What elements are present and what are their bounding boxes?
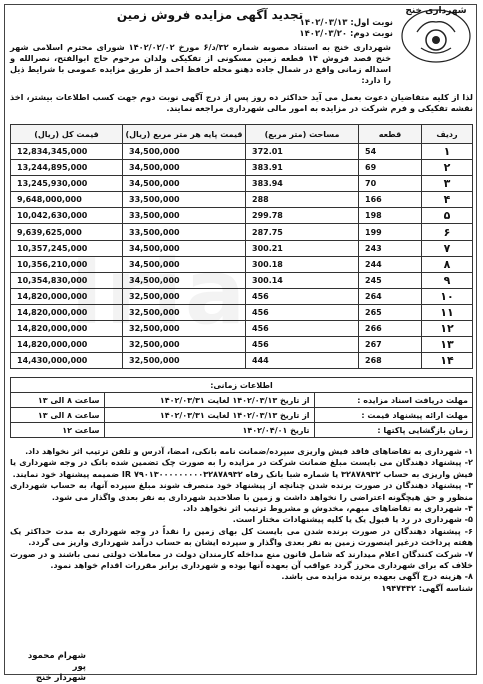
- timing-range: از تاریخ ۱۴۰۲/۰۳/۱۳ لغایت ۱۴۰۲/۰۳/۳۱: [104, 408, 314, 423]
- row-number-cell: ۹: [422, 272, 473, 288]
- base-price-cell: 32,500,000: [123, 288, 246, 304]
- condition-item: ۸- هزینه درج آگهی بعهده برنده مزایده می باشد.: [281, 571, 473, 582]
- row-number-cell: ۴: [422, 192, 473, 208]
- timing-table: [10, 377, 473, 438]
- header-masahat: مساحت (متر مربع): [246, 125, 359, 144]
- total-price-cell: 14,820,000,000: [11, 288, 123, 304]
- total-price-cell: 9,639,625,000: [11, 224, 123, 240]
- base-price-cell: 34,500,000: [123, 144, 246, 160]
- page-title: تجدید آگهی مزایده فروش زمین: [116, 8, 304, 22]
- base-price-cell: 34,500,000: [123, 160, 246, 176]
- total-price-cell: 14,820,000,000: [11, 304, 123, 320]
- total-price-cell: 13,245,930,000: [11, 176, 123, 192]
- total-price-cell: 9,648,000,000: [11, 192, 123, 208]
- area-cell: 383.91: [246, 160, 359, 176]
- base-price-cell: 33,500,000: [123, 224, 246, 240]
- second-publication-date: نوبت دوم: ۱۴۰۲/۰۳/۲۰: [299, 29, 393, 39]
- base-price-cell: 32,500,000: [123, 337, 246, 353]
- timing-row: [11, 393, 473, 408]
- first-publication-date: نوبت اول: ۱۴۰۲/۰۳/۱۳: [299, 18, 393, 28]
- row-number-cell: ۳: [422, 176, 473, 192]
- table-row: [11, 208, 473, 224]
- area-cell: 372.01: [246, 144, 359, 160]
- total-price-cell: 10,042,630,000: [11, 208, 123, 224]
- base-price-cell: 34,500,000: [123, 272, 246, 288]
- row-number-cell: ۱۴: [422, 353, 473, 369]
- total-price-cell: 14,430,000,000: [11, 353, 123, 369]
- table-row: [11, 353, 473, 369]
- base-price-cell: 33,500,000: [123, 192, 246, 208]
- signer-name: شهرام محمود پور: [27, 651, 86, 672]
- area-cell: 299.78: [246, 208, 359, 224]
- area-cell: 456: [246, 288, 359, 304]
- timing-header-row: [11, 378, 473, 393]
- ad-identifier: شناسه آگهی: ۱۹۴۷۴۴۲: [381, 582, 473, 593]
- logo-caption: شهرداری خنج: [405, 6, 467, 16]
- total-price-cell: 10,357,245,000: [11, 240, 123, 256]
- parcel-number-cell: 69: [359, 160, 422, 176]
- intro-paragraph-2: لذا از کلیه متقاضیان دعوت بعمل می آید حداکثر ده روز پس از درج آگهی نوبت دوم جهت کسب اطلاعات بیشتر، اخذ نقشه تفکیکی و فرم شرکت در مزایده به امور مالی شهرداری مراجعه نمایند.: [10, 92, 473, 113]
- timing-row: [11, 408, 473, 423]
- base-price-cell: 32,500,000: [123, 304, 246, 320]
- total-price-cell: 14,820,000,000: [11, 337, 123, 353]
- row-number-cell: ۲: [422, 160, 473, 176]
- signature-block: [16, 651, 86, 684]
- base-price-cell: 32,500,000: [123, 321, 246, 337]
- base-price-cell: 33,500,000: [123, 208, 246, 224]
- row-number-cell: ۸: [422, 256, 473, 272]
- parcel-number-cell: 265: [359, 304, 422, 320]
- condition-item: ۵- شهرداری در رد یا قبول یک یا کلیه پیشنهادات مختار است.: [232, 514, 473, 525]
- parcel-number-cell: 54: [359, 144, 422, 160]
- area-cell: 444: [246, 353, 359, 369]
- timing-range: از تاریخ ۱۴۰۲/۰۳/۱۳ لغایت ۱۴۰۲/۰۳/۳۱: [104, 393, 314, 408]
- parcel-number-cell: 199: [359, 224, 422, 240]
- area-cell: 456: [246, 321, 359, 337]
- total-price-cell: 10,354,830,000: [11, 272, 123, 288]
- parcel-number-cell: 267: [359, 337, 422, 353]
- table-header-row: [11, 125, 473, 144]
- table-row: [11, 192, 473, 208]
- row-number-cell: ۷: [422, 240, 473, 256]
- base-price-cell: 34,500,000: [123, 240, 246, 256]
- area-cell: 288: [246, 192, 359, 208]
- condition-item: ۷- شرکت کنندگان اعلام میدارند که شامل قانون منع مداخله کارمندان دولت در معاملات دولتی نمی باشند و در صورت خلاف که برای شهرداری محرز گردد عواقب آن بعهده آنها بوده و شهرداری برابر مقررات اقدام خواهد نمود.: [10, 548, 473, 571]
- parcel-number-cell: 264: [359, 288, 422, 304]
- timing-hours: ساعت ۸ الی ۱۳: [11, 408, 105, 423]
- timing-label: مهلت دریافت اسناد مزایده :: [314, 393, 472, 408]
- area-cell: 300.14: [246, 272, 359, 288]
- timing-row: [11, 423, 473, 438]
- area-cell: 456: [246, 337, 359, 353]
- table-row: [11, 160, 473, 176]
- row-number-cell: ۱۳: [422, 337, 473, 353]
- area-cell: 287.75: [246, 224, 359, 240]
- header-qete: قطعه: [359, 125, 422, 144]
- timing-label: زمان بازگشایی پاکتها :: [314, 423, 472, 438]
- row-number-cell: ۵: [422, 208, 473, 224]
- condition-item: ۴- شهرداری به تقاضاهای مبهم، مخدوش و مشروط ترتیب اثر نخواهد داد.: [183, 503, 473, 514]
- conditions-list: [10, 446, 473, 594]
- parcel-number-cell: 243: [359, 240, 422, 256]
- watermark-text: [70, 240, 247, 345]
- header-radif: ردیف: [422, 125, 473, 144]
- timing-range: تاریخ ۱۴۰۲/۰۴/۰۱: [104, 423, 314, 438]
- total-price-cell: 14,820,000,000: [11, 321, 123, 337]
- row-number-cell: ۱۱: [422, 304, 473, 320]
- parcel-number-cell: 244: [359, 256, 422, 272]
- parcel-number-cell: 266: [359, 321, 422, 337]
- table-row: [11, 144, 473, 160]
- condition-item: ۳- پیشنهاد دهندگان در صورت برنده شدن چنانچه از پیشنهاد خود منصرف شوند مبلغ سپرده آنها، به حساب شهرداری منظور و حق هیچگونه اعتراضی را نخواهد داشت و زمین با صلاحدید شهرداری به نفر بعدی واگذار می شود.: [10, 480, 473, 502]
- total-price-cell: 13,244,895,000: [11, 160, 123, 176]
- header-total-price: قیمت کل (ریال): [11, 125, 123, 144]
- base-price-cell: 34,500,000: [123, 256, 246, 272]
- condition-item: ۶- پیشنهاد دهندگان در صورت برنده شدن می بایست کل بهای زمین را نقداً در وجه شهرداری به مدت حداکثر یک هفته پرداخت درغیر اینصورت زمین به نفر بعدی واگذار و سپرده ایشان به حساب درآمد شهرداری واریز می گردد.: [10, 525, 473, 548]
- parcel-number-cell: 245: [359, 272, 422, 288]
- timing-hours: ساعت ۱۲: [11, 423, 105, 438]
- row-number-cell: ۱۲: [422, 321, 473, 337]
- header-base-price: قیمت پایه هر متر مربع (ریال): [123, 125, 246, 144]
- intro-paragraph: شهرداری خنج به استناد مصوبه شماره ۳۲/د/۶ مورخ ۱۴۰۲/۰۲/۰۲ شورای محترم اسلامی شهر خنج قصد فروش ۱۴ قطعه زمین مسکونی از تفکیکی ولدان مرحوم حاج ابوالفتح، نصرالله و اسداله زمانی واقع در شمال جاده دهنو محله حافظ احمد از طریق مزایده عمومی با شرایط ذیل را دارد:: [10, 42, 391, 85]
- table-row: [11, 176, 473, 192]
- timing-hours: ساعت ۸ الی ۱۳: [11, 393, 105, 408]
- parcel-number-cell: 70: [359, 176, 422, 192]
- area-cell: 383.94: [246, 176, 359, 192]
- parcel-number-cell: 166: [359, 192, 422, 208]
- parcel-number-cell: 198: [359, 208, 422, 224]
- total-price-cell: 10,356,210,000: [11, 256, 123, 272]
- timing-header: اطلاعات زمانی:: [11, 378, 473, 393]
- condition-item: ۲- پیشنهاد دهندگان می بایست مبلغ ضمانت شرکت در مزایده را به صورت چک تضمین شده بانک در وجه شهرداری یا فیش واریزی به حساب ۳۲۸۷۸۹۳۲ یا شماره شبا بانک رفاه IR ۷۹۰۱۳۰۰۰۰۰۰۰۰۰۳۲۸۷۸۹۳۲ ضمیمه پیشنهاد خود نمایند.: [10, 457, 473, 479]
- table-row: [11, 224, 473, 240]
- area-cell: 300.21: [246, 240, 359, 256]
- parcel-number-cell: 268: [359, 353, 422, 369]
- condition-item: ۱- شهرداری به تقاضاهای فاقد فیش واریزی سپرده/ضمانت نامه بانکی، امضا، آدرس و تلفن ترتیب اثر نخواهد داد.: [25, 446, 473, 456]
- row-number-cell: ۶: [422, 224, 473, 240]
- base-price-cell: 34,500,000: [123, 176, 246, 192]
- row-number-cell: ۱: [422, 144, 473, 160]
- area-cell: 300.18: [246, 256, 359, 272]
- signer-title: شهردار خنج: [35, 673, 86, 683]
- timing-label: مهلت ارائه پیشنهاد قیمت :: [314, 408, 472, 423]
- row-number-cell: ۱۰: [422, 288, 473, 304]
- area-cell: 456: [246, 304, 359, 320]
- base-price-cell: 32,500,000: [123, 353, 246, 369]
- total-price-cell: 12,834,345,000: [11, 144, 123, 160]
